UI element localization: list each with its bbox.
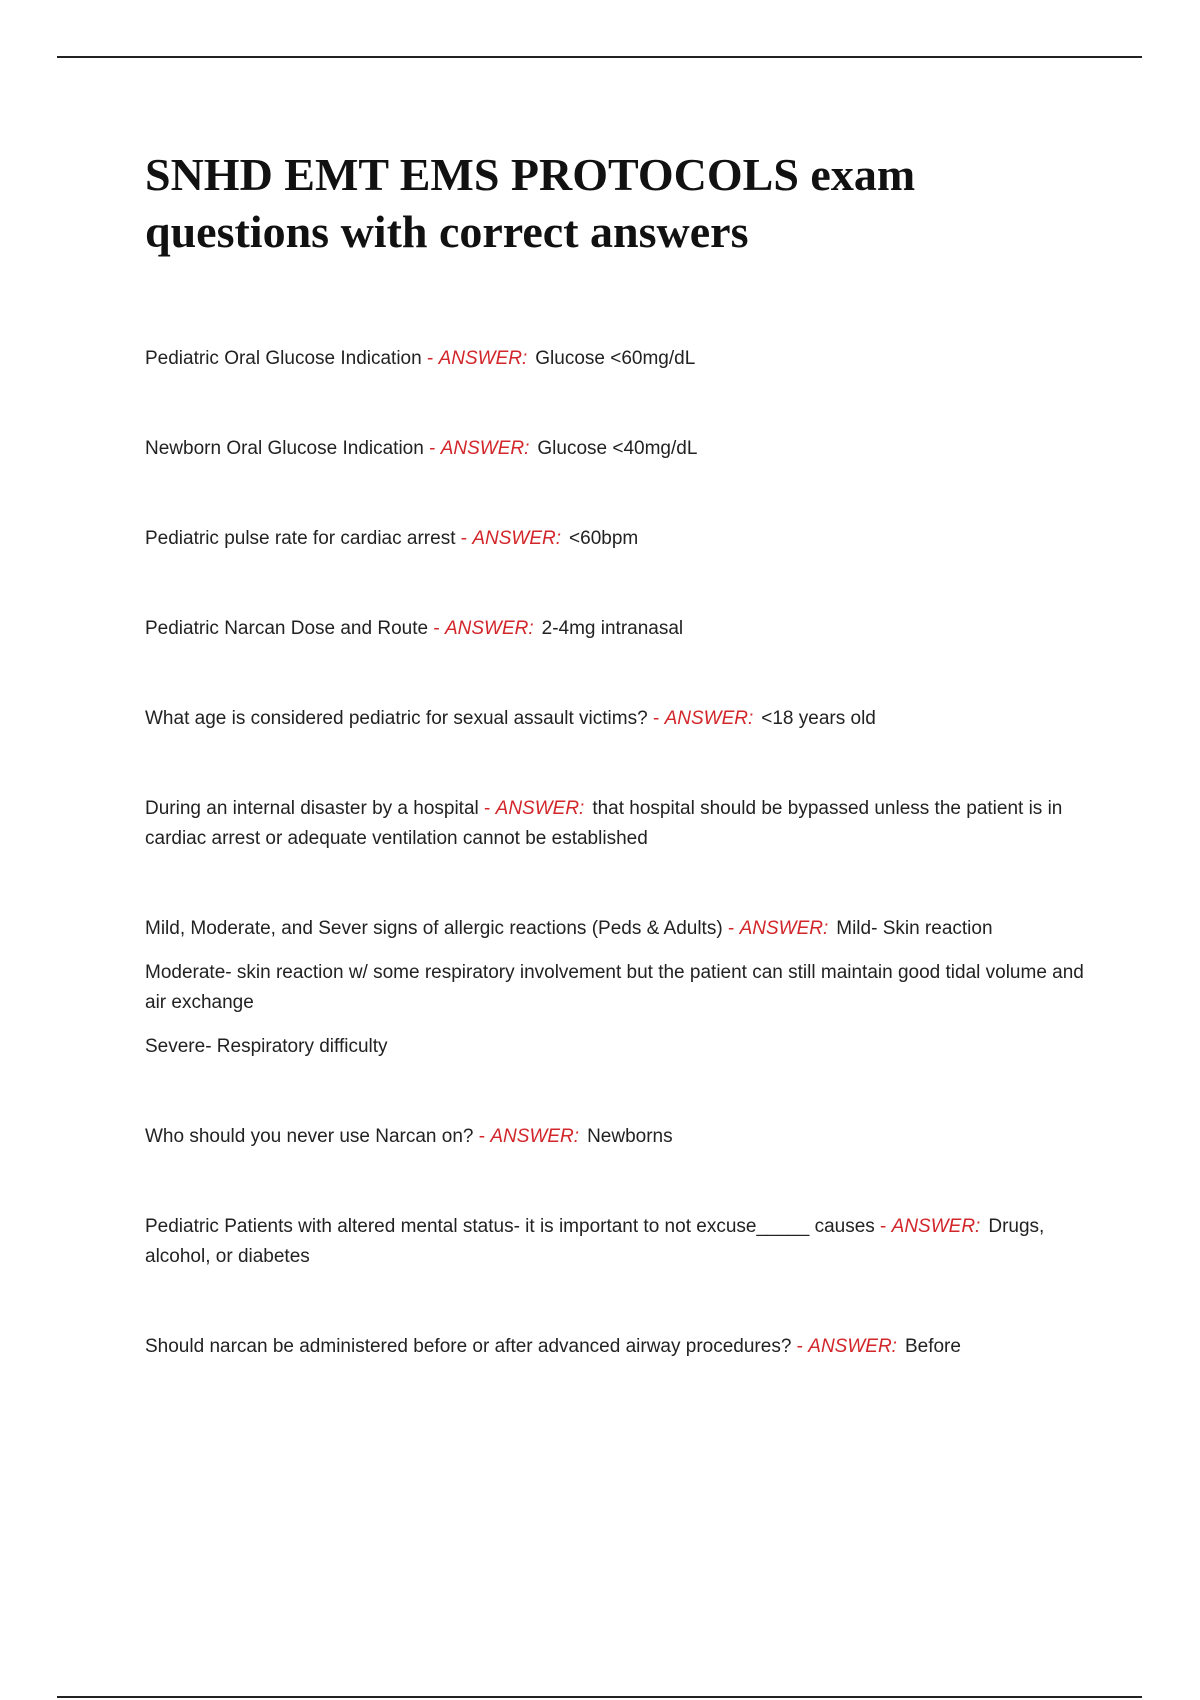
answer-label: ANSWER:: [664, 708, 754, 729]
answer-separator: -: [874, 1216, 892, 1237]
qa-line: [145, 614, 1095, 644]
qa-line: [145, 524, 1095, 554]
qa-line: [145, 1212, 1095, 1272]
document-title: SNHD EMT EMS PROTOCOLS exam questions with correct answers: [145, 149, 916, 257]
qa-item: [145, 704, 1095, 734]
bottom-rule: [57, 1696, 1142, 1698]
question-text: Mild, Moderate, and Sever signs of allergic reactions (Peds & Adults): [145, 918, 723, 939]
question-text: Pediatric Narcan Dose and Route: [145, 618, 429, 639]
answer-separator: -: [791, 1336, 809, 1357]
answer-separator: -: [473, 1126, 491, 1147]
qa-line: [145, 794, 1095, 854]
answer-text: <60bpm: [569, 528, 639, 549]
answer-separator: -: [423, 438, 441, 459]
answer-label: ANSWER:: [495, 798, 585, 819]
qa-line: [145, 914, 1095, 944]
answer-separator: -: [421, 348, 439, 369]
answer-label: ANSWER:: [440, 438, 530, 459]
answer-separator: -: [478, 798, 496, 819]
answer-continuation: Severe- Respiratory difficulty: [145, 1036, 388, 1057]
qa-line: [145, 704, 1095, 734]
answer-text: 2-4mg intranasal: [541, 618, 684, 639]
qa-line: [145, 434, 1095, 464]
answer-separator: -: [647, 708, 665, 729]
qa-item: [145, 794, 1095, 854]
answer-continuation: Moderate- skin reaction w/ some respiratory involvement but the patient can still maintain good tidal volume and air exchange: [145, 962, 1084, 1013]
answer-separator: -: [455, 528, 473, 549]
answer-label: ANSWER:: [438, 348, 528, 369]
question-text: Who should you never use Narcan on?: [145, 1126, 474, 1147]
answer-label: ANSWER:: [472, 528, 562, 549]
answer-label: ANSWER:: [739, 918, 829, 939]
answer-label: ANSWER:: [891, 1216, 981, 1237]
qa-item: [145, 914, 1095, 1062]
qa-line: [145, 344, 1095, 374]
qa-item: [145, 344, 1095, 374]
qa-item: [145, 1332, 1095, 1362]
qa-item: [145, 614, 1095, 644]
answer-text: Newborns: [587, 1126, 673, 1147]
answer-text: Mild- Skin reaction: [836, 918, 993, 939]
question-answer-list: [145, 344, 1095, 1422]
qa-item: [145, 1122, 1095, 1152]
answer-label: ANSWER:: [808, 1336, 897, 1357]
question-text: Newborn Oral Glucose Indication: [145, 438, 424, 459]
qa-item: [145, 434, 1095, 464]
qa-item: [145, 524, 1095, 554]
question-text: What age is considered pediatric for sexual assault victims?: [145, 708, 648, 729]
answer-text: Drugs, alcohol, or diabetes: [145, 1216, 1045, 1267]
answer-separator: -: [722, 918, 740, 939]
answer-text: <18 years old: [761, 708, 876, 729]
answer-text: Glucose <40mg/dL: [537, 438, 698, 459]
answer-text: Before: [904, 1336, 961, 1357]
answer-text: that hospital should be bypassed unless the patient is in cardiac arrest or adequate ventilation cannot be established: [145, 798, 1063, 849]
question-text: Should narcan be administered before or after advanced airway procedures?: [145, 1336, 792, 1357]
qa-line: [145, 1332, 1095, 1362]
answer-label: ANSWER:: [490, 1126, 580, 1147]
qa-item: [145, 1212, 1095, 1272]
answer-separator: -: [428, 618, 445, 639]
question-text: Pediatric pulse rate for cardiac arrest: [145, 528, 456, 549]
qa-line: [145, 1122, 1095, 1152]
answer-label: ANSWER:: [444, 618, 534, 639]
top-rule: [57, 56, 1142, 58]
question-text: During an internal disaster by a hospital: [145, 798, 479, 819]
answer-text: Glucose <60mg/dL: [535, 348, 696, 369]
question-text: Pediatric Patients with altered mental status- it is important to not excuse_____ causes: [145, 1216, 875, 1237]
question-text: Pediatric Oral Glucose Indication: [145, 348, 422, 369]
